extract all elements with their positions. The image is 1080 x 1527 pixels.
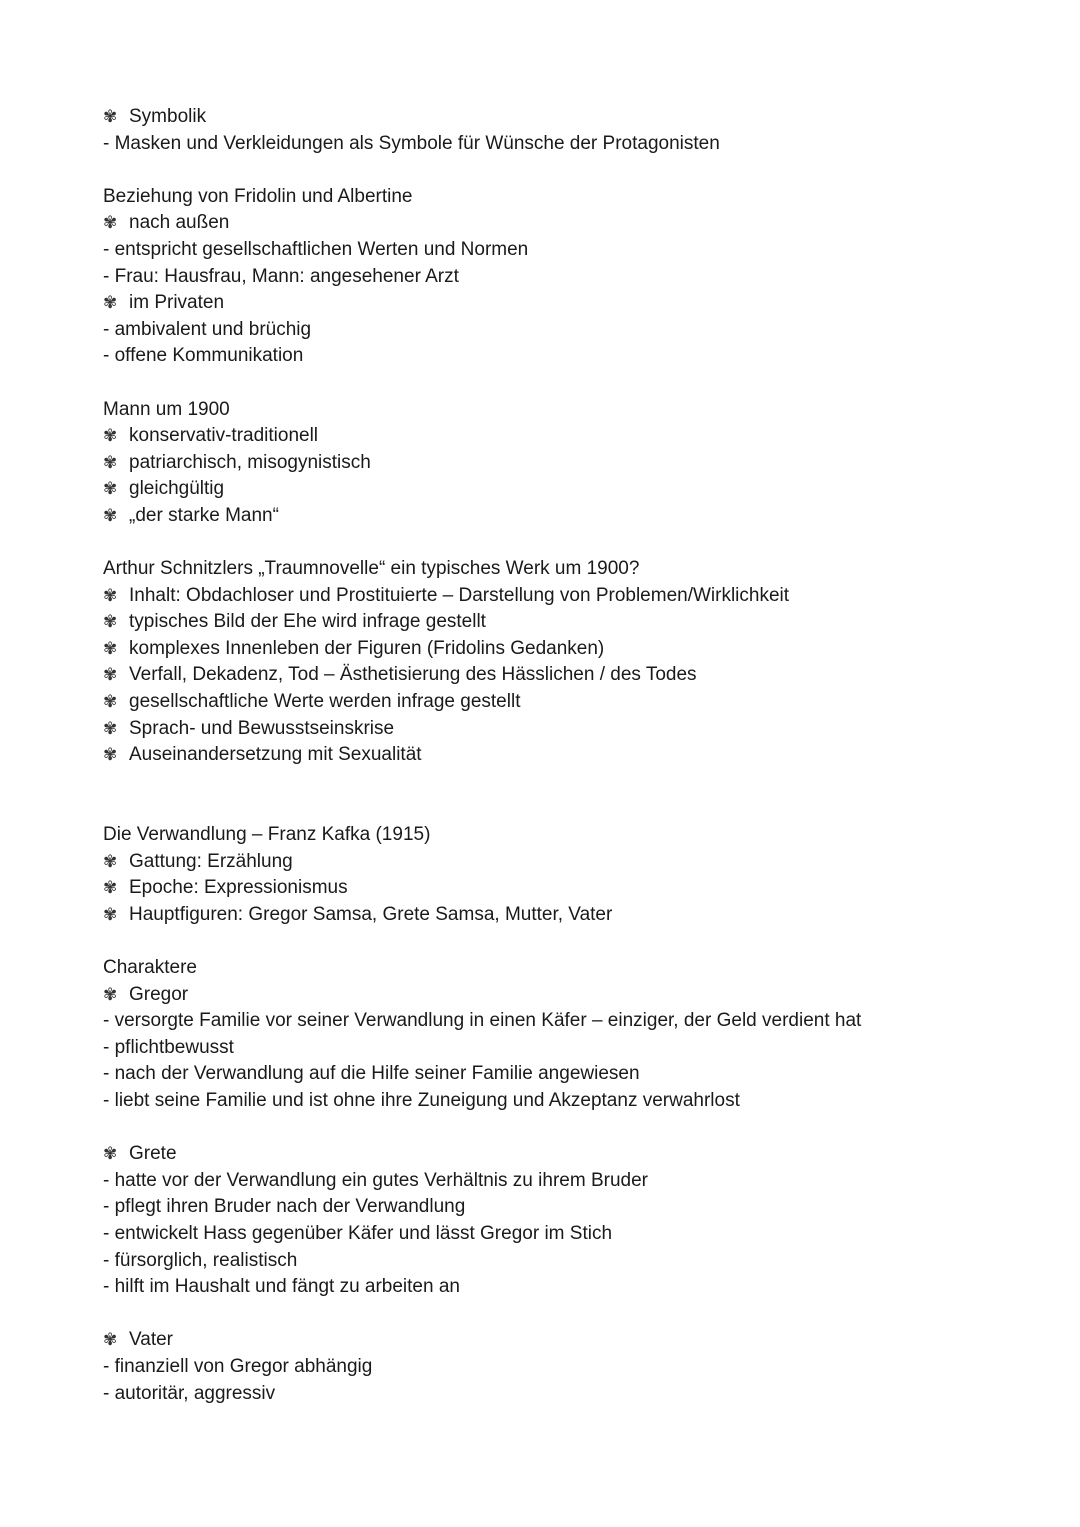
flower-bullet-icon: ✾ xyxy=(103,745,118,765)
section-beziehung xyxy=(103,184,1043,370)
dash-line: - liebt seine Familie und ist ohne ihre Zuneigung und Akzeptanz verwahrlost xyxy=(103,1089,740,1111)
bullet-text: Gregor xyxy=(129,983,189,1005)
bullet-line xyxy=(103,875,1043,902)
bullet-line xyxy=(103,1141,1043,1168)
bullet-text: Sprach- und Bewusstseinskrise xyxy=(129,717,395,739)
section-heading: Mann um 1900 xyxy=(103,398,230,420)
section-heading: Beziehung von Fridolin und Albertine xyxy=(103,185,413,207)
bullet-line xyxy=(103,423,1043,450)
bullet-text: „der starke Mann“ xyxy=(129,504,279,526)
flower-bullet-icon: ✾ xyxy=(103,505,118,525)
bullet-line xyxy=(103,609,1043,636)
bullet-text: Inhalt: Obdachloser und Prostituierte – Darstellung von Problemen/Wirklichkeit xyxy=(129,584,790,606)
dash-line: - pflegt ihren Bruder nach der Verwandlung xyxy=(103,1196,466,1218)
flower-bullet-icon: ✾ xyxy=(103,293,118,313)
flower-bullet-icon: ✾ xyxy=(103,1330,118,1350)
flower-bullet-icon: ✾ xyxy=(103,665,118,685)
bullet-line xyxy=(103,689,1043,716)
section-grete xyxy=(103,1141,1043,1301)
bullet-text: gleichgültig xyxy=(129,478,225,500)
bullet-line xyxy=(103,902,1043,929)
bullet-line xyxy=(103,503,1043,530)
bullet-line xyxy=(103,104,1043,131)
bullet-line xyxy=(103,742,1043,769)
dash-line: - entwickelt Hass gegenüber Käfer und lässt Gregor im Stich xyxy=(103,1222,613,1244)
bullet-text: Epoche: Expressionismus xyxy=(129,877,348,899)
bullet-line xyxy=(103,982,1043,1009)
dash-line: - fürsorglich, realistisch xyxy=(103,1249,298,1271)
section-heading: Die Verwandlung – Franz Kafka (1915) xyxy=(103,824,431,846)
bullet-text: komplexes Innenleben der Figuren (Fridolins Gedanken) xyxy=(129,637,605,659)
flower-bullet-icon: ✾ xyxy=(103,426,118,446)
flower-bullet-icon: ✾ xyxy=(103,479,118,499)
bullet-line xyxy=(103,450,1043,477)
dash-line: - ambivalent und brüchig xyxy=(103,318,312,340)
bullet-line xyxy=(103,290,1043,317)
bullet-text: Auseinandersetzung mit Sexualität xyxy=(129,744,422,766)
flower-bullet-icon: ✾ xyxy=(103,851,118,871)
flower-bullet-icon: ✾ xyxy=(103,984,118,1004)
section-heading: Arthur Schnitzlers „Traumnovelle“ ein typisches Werk um 1900? xyxy=(103,558,640,580)
dash-line: - nach der Verwandlung auf die Hilfe seiner Familie angewiesen xyxy=(103,1063,640,1085)
dash-line: - hilft im Haushalt und fängt zu arbeiten an xyxy=(103,1276,460,1298)
flower-bullet-icon: ✾ xyxy=(103,612,118,632)
section-heading: Charaktere xyxy=(103,957,197,978)
bullet-text: Gattung: Erzählung xyxy=(129,850,293,872)
bullet-text: patriarchisch, misogynistisch xyxy=(129,451,371,473)
flower-bullet-icon: ✾ xyxy=(103,107,118,126)
section-traumnovelle xyxy=(103,556,1043,769)
bullet-text: Symbolik xyxy=(129,106,207,127)
bullet-line xyxy=(103,662,1043,689)
flower-bullet-icon: ✾ xyxy=(103,213,118,233)
flower-bullet-icon: ✾ xyxy=(103,692,118,712)
dash-line: - Masken und Verkleidungen als Symbole für Wünsche der Protagonisten xyxy=(103,132,720,154)
flower-bullet-icon: ✾ xyxy=(103,904,118,924)
flower-bullet-icon: ✾ xyxy=(103,718,118,738)
section-vater xyxy=(103,1327,1043,1407)
dash-line: - autoritär, aggressiv xyxy=(103,1382,276,1404)
bullet-line xyxy=(103,583,1043,610)
dash-line: - versorgte Familie vor seiner Verwandlung in einen Käfer – einziger, der Geld verdient hat xyxy=(103,1010,862,1032)
dash-line: - finanziell von Gregor abhängig xyxy=(103,1355,373,1377)
section-mann-um-1900 xyxy=(103,397,1043,530)
bullet-line xyxy=(103,1327,1043,1354)
dash-line: - Frau: Hausfrau, Mann: angesehener Arzt xyxy=(103,265,459,287)
bullet-text: Verfall, Dekadenz, Tod – Ästhetisierung des Hässlichen / des Todes xyxy=(129,664,697,686)
document-body xyxy=(103,104,1043,1407)
dash-line: - offene Kommunikation xyxy=(103,345,304,367)
bullet-text: typisches Bild der Ehe wird infrage gestellt xyxy=(129,611,486,633)
bullet-line xyxy=(103,636,1043,663)
bullet-text: gesellschaftliche Werte werden infrage gestellt xyxy=(129,691,521,713)
flower-bullet-icon: ✾ xyxy=(103,638,118,658)
section-symbolik xyxy=(103,104,1043,157)
bullet-text: Vater xyxy=(129,1329,174,1351)
flower-bullet-icon: ✾ xyxy=(103,452,118,472)
flower-bullet-icon: ✾ xyxy=(103,1144,118,1164)
bullet-text: konservativ-traditionell xyxy=(129,425,319,447)
bullet-line xyxy=(103,210,1043,237)
bullet-text: Grete xyxy=(129,1143,177,1165)
bullet-line xyxy=(103,716,1043,743)
bullet-text: im Privaten xyxy=(129,292,225,314)
section-charaktere xyxy=(103,955,1043,1115)
dash-line: - pflichtbewusst xyxy=(103,1036,234,1058)
dash-line: - hatte vor der Verwandlung ein gutes Verhältnis zu ihrem Bruder xyxy=(103,1169,648,1191)
bullet-text: Hauptfiguren: Gregor Samsa, Grete Samsa, Mutter, Vater xyxy=(129,903,613,925)
dash-line: - entspricht gesellschaftlichen Werten und Normen xyxy=(103,238,529,260)
bullet-line xyxy=(103,476,1043,503)
flower-bullet-icon: ✾ xyxy=(103,585,118,605)
section-verwandlung xyxy=(103,822,1043,928)
bullet-text: nach außen xyxy=(129,212,230,234)
bullet-line xyxy=(103,849,1043,876)
flower-bullet-icon: ✾ xyxy=(103,878,118,898)
